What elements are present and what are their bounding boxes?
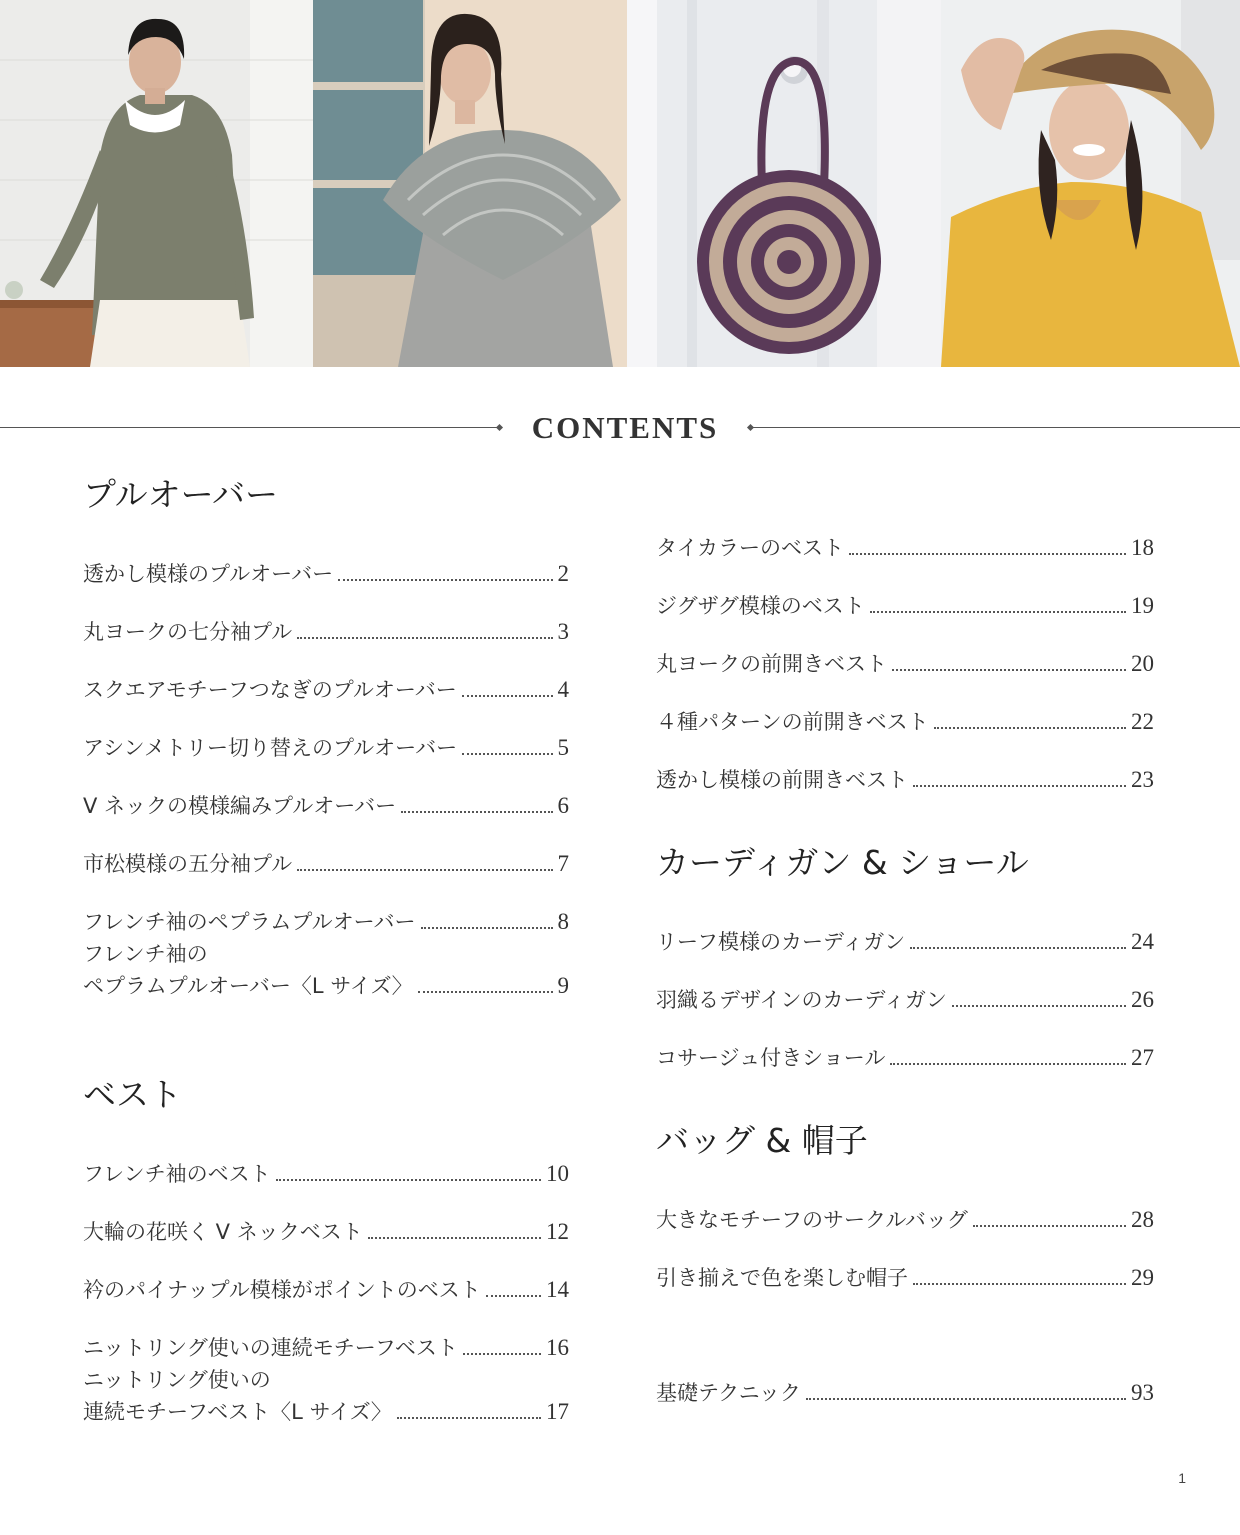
photo-model-straw-hat <box>941 0 1240 367</box>
toc-entry-page: 6 <box>557 793 569 818</box>
toc-entry[interactable] <box>83 590 569 648</box>
toc-entry[interactable] <box>656 1178 1154 1236</box>
toc-entry[interactable] <box>83 1306 569 1364</box>
dot-leader <box>297 869 552 871</box>
toc-entry[interactable] <box>83 706 569 764</box>
photo-model-lace-poncho <box>313 0 627 367</box>
toc-entry-label: フレンチ袖のベスト <box>83 1162 271 1186</box>
toc-entry[interactable] <box>83 822 569 880</box>
dot-leader <box>486 1295 541 1297</box>
toc-entry-label: コサージュ付きショール <box>656 1046 886 1070</box>
toc-entry-page: 9 <box>557 973 569 998</box>
photo-circle-bag <box>627 0 941 367</box>
dot-leader <box>276 1179 541 1181</box>
toc-entry[interactable] <box>83 764 569 822</box>
dot-leader <box>870 611 1126 613</box>
toc-entry-label: 基礎テクニック <box>656 1381 801 1405</box>
toc-entry-page: 26 <box>1131 987 1154 1012</box>
toc-entry-page: 10 <box>546 1161 569 1186</box>
toc-entry[interactable] <box>656 958 1154 1016</box>
toc-entry[interactable] <box>83 938 569 1028</box>
toc-entry-page: 24 <box>1131 929 1154 954</box>
section-title-vest: ベスト <box>83 1075 182 1114</box>
contents-title: CONTENTS <box>531 410 719 445</box>
toc-entry-label: フレンチ袖の <box>83 942 208 966</box>
toc-entry-label: 透かし模様のプルオーバー <box>83 562 334 586</box>
dot-leader <box>421 927 553 929</box>
toc-entry-label: フレンチ袖のペプラムプルオーバー <box>83 910 416 934</box>
photo-model-cable-cardigan <box>0 0 313 367</box>
toc-entry-page: 5 <box>557 735 569 760</box>
section-title-cardigan: カーディガン & ショール <box>656 843 1029 882</box>
toc-entry-label: スクエアモチーフつなぎのプルオーバー <box>83 678 457 702</box>
toc-entry[interactable] <box>656 680 1154 738</box>
dot-leader <box>913 785 1126 787</box>
heading-rule-right <box>752 427 1240 428</box>
dot-leader <box>973 1225 1126 1227</box>
toc-entry-page: 7 <box>557 851 569 876</box>
toc-entry-label: タイカラーのベスト <box>656 536 844 560</box>
toc-entry-page: 3 <box>557 619 569 644</box>
toc-entry-technique[interactable] <box>656 1351 1154 1409</box>
toc-entry-page: 8 <box>557 909 569 934</box>
dot-leader <box>952 1005 1126 1007</box>
toc-entry[interactable] <box>656 1236 1154 1294</box>
dot-leader <box>462 753 552 755</box>
toc-entry[interactable] <box>83 1190 569 1248</box>
toc-entry[interactable] <box>656 900 1154 958</box>
dot-leader <box>397 1417 541 1419</box>
dot-leader <box>462 695 553 697</box>
dot-leader <box>910 947 1126 949</box>
dot-leader <box>401 811 552 813</box>
toc-entry-label: 大輪の花咲く V ネックベスト <box>83 1220 363 1244</box>
toc-entry-page: 20 <box>1131 651 1154 676</box>
toc-entry-label: ニットリング使いの連続モチーフベスト <box>83 1336 458 1360</box>
toc-entry[interactable] <box>656 622 1154 680</box>
heading-rule-left <box>0 427 498 428</box>
section-title-pullover: プルオーバー <box>83 475 279 514</box>
toc-entry-label: 大きなモチーフのサークルバッグ <box>656 1208 968 1232</box>
dot-leader <box>368 1237 541 1239</box>
toc-entry-label: 透かし模様の前開きベスト <box>656 768 908 792</box>
toc-entry[interactable] <box>83 1132 569 1190</box>
toc-entry-page: 27 <box>1131 1045 1154 1070</box>
toc-entry[interactable] <box>83 880 569 938</box>
toc-entry[interactable] <box>83 1364 569 1454</box>
toc-entry-label: 連続モチーフベスト〈L サイズ〉 <box>83 1400 392 1424</box>
toc-entry-label: ジグザグ模様のベスト <box>656 594 865 618</box>
toc-entry-label: ４種パターンの前開きベスト <box>656 710 929 734</box>
toc-entry[interactable] <box>83 532 569 590</box>
toc-entry-label: ニットリング使いの <box>83 1368 271 1392</box>
dot-leader <box>934 727 1126 729</box>
page-number: 1 <box>1178 1470 1186 1486</box>
contents-heading <box>0 405 1240 451</box>
toc-entry-page: 29 <box>1131 1265 1154 1290</box>
toc-entry[interactable] <box>656 564 1154 622</box>
toc-entry-page: 28 <box>1131 1207 1154 1232</box>
dot-leader <box>806 1398 1126 1400</box>
toc-entry-label: 丸ヨークの前開きベスト <box>656 652 887 676</box>
dot-leader <box>463 1353 541 1355</box>
toc-right-column <box>656 506 1154 1409</box>
toc-left-column <box>83 470 569 1454</box>
toc-entry-page: 16 <box>546 1335 569 1360</box>
toc-entry[interactable] <box>656 1016 1154 1074</box>
toc-entry-label: ペプラムプルオーバー〈L サイズ〉 <box>83 974 413 998</box>
toc-entry-label: 市松模様の五分袖プル <box>83 852 293 876</box>
toc-entry-page: 22 <box>1131 709 1154 734</box>
toc-entry[interactable] <box>83 1248 569 1306</box>
dot-leader <box>418 991 553 993</box>
toc-entry-page: 12 <box>546 1219 569 1244</box>
toc-entry[interactable] <box>656 506 1154 564</box>
toc-entry-label: 丸ヨークの七分袖プル <box>83 620 293 644</box>
dot-leader <box>297 637 552 639</box>
toc-entry-page: 4 <box>557 677 569 702</box>
toc-entry-page: 17 <box>546 1399 569 1424</box>
dot-leader <box>890 1063 1126 1065</box>
toc-entry-label: リーフ模様のカーディガン <box>656 930 906 954</box>
toc-entry-page: 93 <box>1131 1380 1154 1405</box>
section-title-bag-hat: バッグ & 帽子 <box>656 1121 868 1160</box>
photo-strip <box>0 0 1240 367</box>
toc-entry[interactable] <box>656 738 1154 796</box>
dot-leader <box>849 553 1126 555</box>
dot-leader <box>913 1283 1126 1285</box>
toc-entry-label: V ネックの模様編みプルオーバー <box>83 794 397 818</box>
dot-leader <box>892 669 1126 671</box>
toc-entry-page: 18 <box>1131 535 1154 560</box>
dot-leader <box>338 579 552 581</box>
toc-entry-label: 引き揃えで色を楽しむ帽子 <box>656 1266 908 1290</box>
toc-entry-page: 14 <box>546 1277 569 1302</box>
toc-entry-page: 2 <box>557 561 569 586</box>
toc-entry-label: 羽織るデザインのカーディガン <box>656 988 947 1012</box>
toc-entry-page: 19 <box>1131 593 1154 618</box>
toc-entry-page: 23 <box>1131 767 1154 792</box>
toc-entry-label: 衿のパイナップル模様がポイントのベスト <box>83 1278 481 1302</box>
toc-entry[interactable] <box>83 648 569 706</box>
toc-entry-label: アシンメトリー切り替えのプルオーバー <box>83 736 458 760</box>
